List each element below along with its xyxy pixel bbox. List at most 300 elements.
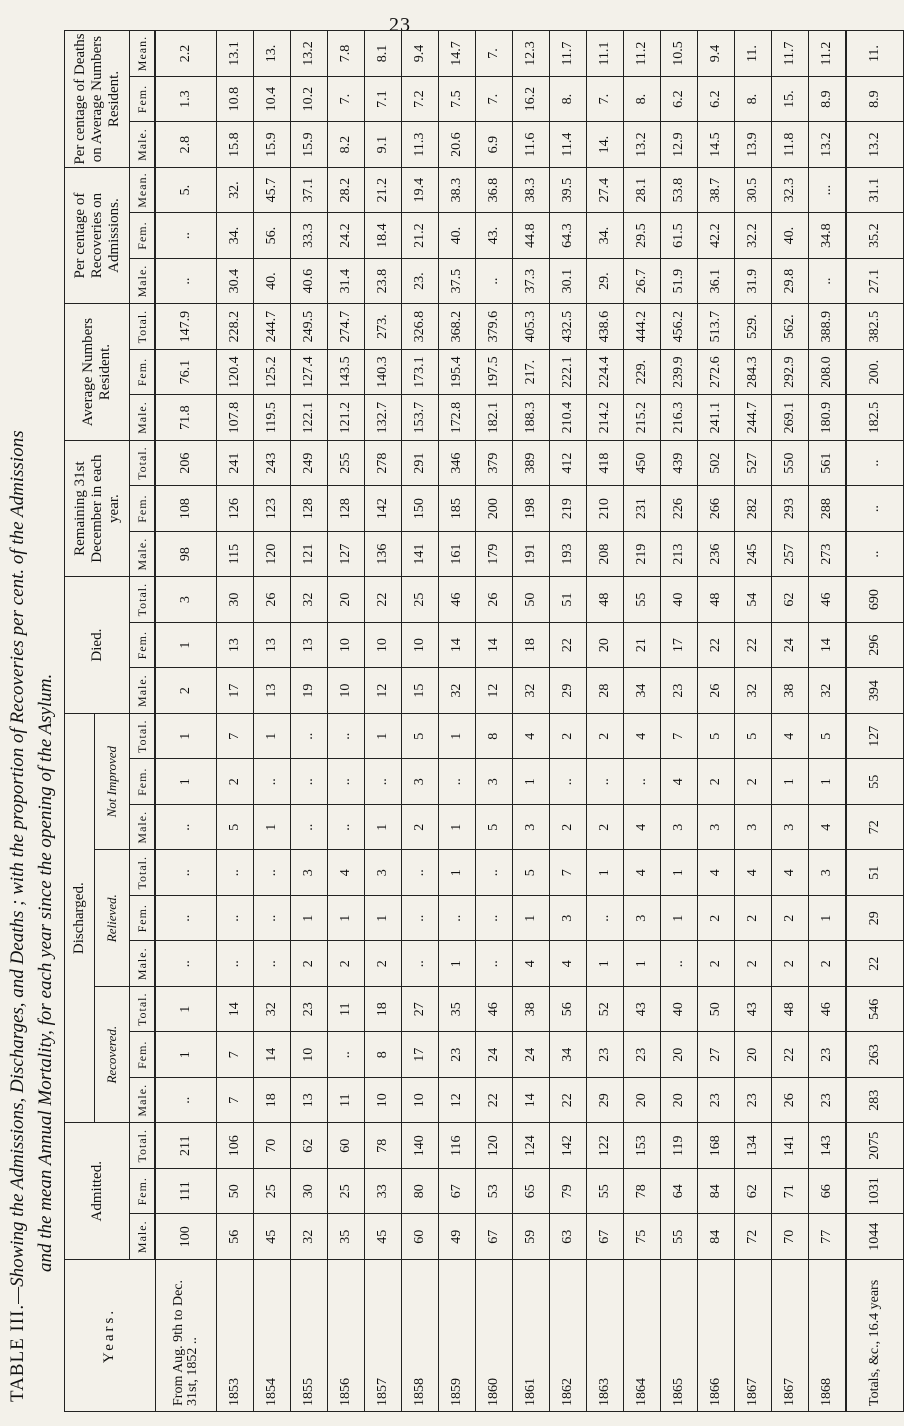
cell-rem: 389 — [513, 440, 550, 486]
cell-adm: 120 — [476, 1123, 513, 1169]
cell-pr: 61.5 — [661, 213, 698, 259]
cell-ni: .. — [550, 759, 587, 805]
cell-died: 46 — [809, 577, 847, 623]
cell-rel: 4 — [624, 850, 661, 896]
cell-adm: 2075 — [846, 1123, 904, 1169]
cell-adm: 71 — [772, 1169, 809, 1215]
cell-ni: 5 — [217, 804, 254, 850]
cell-avg: 529. — [735, 304, 772, 350]
cell-died: 32 — [809, 668, 847, 714]
cell-ni: 3 — [476, 759, 513, 805]
cell-pr: 29. — [587, 258, 624, 304]
cell-pd: 13.1 — [217, 31, 254, 77]
cell-pd: 13.9 — [735, 122, 772, 168]
cell-rec: 26 — [772, 1077, 809, 1123]
cell-pd: 16.2 — [513, 76, 550, 122]
cell-pd: 11.2 — [624, 31, 661, 77]
cell-died: 14 — [809, 622, 847, 668]
cell-rem: 206 — [155, 440, 217, 486]
cell-rem: 257 — [772, 531, 809, 577]
cell-avg: 71.8 — [155, 395, 217, 441]
year-cell: 1858 — [402, 1260, 439, 1412]
cell-pd: 12.9 — [661, 122, 698, 168]
cell-rec: 56 — [550, 986, 587, 1032]
cell-avg: 249.5 — [291, 304, 328, 350]
cell-rec: 23 — [624, 1032, 661, 1078]
cell-rem: 198 — [513, 486, 550, 532]
cell-rel: 4 — [772, 850, 809, 896]
cell-adm: 66 — [809, 1169, 847, 1215]
cell-pr: 64.3 — [550, 213, 587, 259]
cell-rem: 123 — [254, 486, 291, 532]
cell-ni: 127 — [846, 713, 904, 759]
cell-pr: 35.2 — [846, 213, 904, 259]
cell-rec: 23 — [291, 986, 328, 1032]
year-cell: 1868 — [809, 1260, 847, 1412]
cell-adm: 32 — [291, 1214, 328, 1260]
cell-avg: 379.6 — [476, 304, 513, 350]
cell-rem: 219 — [624, 531, 661, 577]
cell-pr: 29.5 — [624, 213, 661, 259]
cell-pr: 23.8 — [365, 258, 402, 304]
cell-pr: 31.4 — [328, 258, 365, 304]
cell-rem: 108 — [155, 486, 217, 532]
cell-rec: 14 — [217, 986, 254, 1032]
cell-rem: 161 — [439, 531, 476, 577]
cell-rec: 23 — [439, 1032, 476, 1078]
cell-adm: 70 — [254, 1123, 291, 1169]
cell-pd: 15. — [772, 76, 809, 122]
cell-adm: 63 — [550, 1214, 587, 1260]
cell-rem: 439 — [661, 440, 698, 486]
cell-rec: 13 — [291, 1077, 328, 1123]
cell-avg: 200. — [846, 349, 904, 395]
cell-avg: 382.5 — [846, 304, 904, 350]
cell-rem: 450 — [624, 440, 661, 486]
cell-avg: 119.5 — [254, 395, 291, 441]
cell-pr: 21.2 — [365, 167, 402, 213]
cell-adm: 67 — [587, 1214, 624, 1260]
cell-died: 10 — [328, 622, 365, 668]
cell-died: 29 — [550, 668, 587, 714]
cell-adm: 124 — [513, 1123, 550, 1169]
cell-adm: 65 — [513, 1169, 550, 1215]
cell-adm: 119 — [661, 1123, 698, 1169]
cell-avg: 197.5 — [476, 349, 513, 395]
cell-rec: 27 — [402, 986, 439, 1032]
cell-ni: 1 — [254, 713, 291, 759]
table-row — [402, 31, 439, 1412]
cell-rec: 23 — [809, 1077, 847, 1123]
cell-died: 20 — [328, 577, 365, 623]
cell-pd: 1.3 — [155, 76, 217, 122]
cell-pd: 7.8 — [328, 31, 365, 77]
cell-adm: 122 — [587, 1123, 624, 1169]
column-header-male: Male. — [130, 941, 156, 987]
cell-adm: 30 — [291, 1169, 328, 1215]
cell-died: 48 — [587, 577, 624, 623]
cell-rec: 17 — [402, 1032, 439, 1078]
cell-died: 62 — [772, 577, 809, 623]
cell-died: 12 — [476, 668, 513, 714]
cell-ni: 5 — [698, 713, 735, 759]
cell-rem: 213 — [661, 531, 698, 577]
cell-rem: 273 — [809, 531, 847, 577]
cell-adm: 67 — [439, 1169, 476, 1215]
cell-rec: 46 — [476, 986, 513, 1032]
cell-avg: 195.4 — [439, 349, 476, 395]
cell-died: 23 — [661, 668, 698, 714]
cell-rem: 128 — [291, 486, 328, 532]
cell-rel: 2 — [291, 941, 328, 987]
cell-rec: 20 — [735, 1032, 772, 1078]
cell-pd: 7. — [476, 31, 513, 77]
cell-rel: .. — [217, 895, 254, 941]
cell-died: 2 — [155, 668, 217, 714]
cell-died: 10 — [365, 622, 402, 668]
table-row — [291, 31, 328, 1412]
cell-rem: 179 — [476, 531, 513, 577]
cell-rel: 1 — [661, 850, 698, 896]
cell-rec: 32 — [254, 986, 291, 1032]
cell-adm: 142 — [550, 1123, 587, 1169]
cell-rem: 243 — [254, 440, 291, 486]
cell-rec: 20 — [661, 1077, 698, 1123]
cell-adm: 141 — [772, 1123, 809, 1169]
column-header-male: Male. — [130, 531, 156, 577]
cell-ni: 3 — [661, 804, 698, 850]
cell-died: 17 — [217, 668, 254, 714]
cell-adm: 49 — [439, 1214, 476, 1260]
cell-avg: 120.4 — [217, 349, 254, 395]
cell-died: 54 — [735, 577, 772, 623]
column-header-total: Total. — [130, 986, 156, 1032]
cell-adm: 55 — [587, 1169, 624, 1215]
cell-pr: 37.1 — [291, 167, 328, 213]
cell-rel: 22 — [846, 941, 904, 987]
cell-rel: .. — [217, 850, 254, 896]
table-row — [217, 31, 254, 1412]
cell-rem: 412 — [550, 440, 587, 486]
cell-adm: 64 — [661, 1169, 698, 1215]
cell-ni: 1 — [439, 713, 476, 759]
cell-avg: 182.5 — [846, 395, 904, 441]
cell-pr: 26.7 — [624, 258, 661, 304]
cell-rem: 346 — [439, 440, 476, 486]
cell-rec: 46 — [809, 986, 847, 1032]
cell-pr: 42.2 — [698, 213, 735, 259]
column-header-fem: Fem. — [130, 76, 156, 122]
cell-ni: 1 — [254, 804, 291, 850]
year-cell: 1867 — [735, 1260, 772, 1412]
cell-died: 14 — [476, 622, 513, 668]
cell-adm: 59 — [513, 1214, 550, 1260]
cell-rel: 4 — [513, 941, 550, 987]
cell-avg: 180.9 — [809, 395, 847, 441]
table-head — [65, 31, 156, 1412]
cell-avg: 208.0 — [809, 349, 847, 395]
cell-ni: 5 — [735, 713, 772, 759]
cell-pr: 31.1 — [846, 167, 904, 213]
cell-died: 10 — [328, 668, 365, 714]
column-subheaders — [130, 31, 156, 1412]
cell-died: 12 — [365, 668, 402, 714]
cell-ni: .. — [291, 759, 328, 805]
cell-avg: 173.1 — [402, 349, 439, 395]
cell-rem: 291 — [402, 440, 439, 486]
pct-deaths-header: Per centage of Deaths on Average Numbers Resident. — [65, 31, 130, 168]
cell-ni: .. — [155, 804, 217, 850]
cell-adm: 168 — [698, 1123, 735, 1169]
cell-avg: 210.4 — [550, 395, 587, 441]
cell-pr: 28.2 — [328, 167, 365, 213]
cell-rec: 7 — [217, 1077, 254, 1123]
totals-row — [846, 31, 904, 1412]
cell-pd: 11.2 — [809, 31, 847, 77]
cell-rel: 2 — [809, 941, 847, 987]
cell-adm: 211 — [155, 1123, 217, 1169]
cell-pr: 33.3 — [291, 213, 328, 259]
cell-rel: 4 — [328, 850, 365, 896]
cell-rel: 2 — [735, 941, 772, 987]
cell-ni: 5 — [402, 713, 439, 759]
cell-rec: 24 — [513, 1032, 550, 1078]
cell-rel: .. — [254, 895, 291, 941]
cell-ni: .. — [439, 759, 476, 805]
cell-pr: 34.8 — [809, 213, 847, 259]
table-row — [587, 31, 624, 1412]
cell-avg: 513.7 — [698, 304, 735, 350]
column-header-total: Total. — [130, 713, 156, 759]
cell-rel: 1 — [439, 941, 476, 987]
cell-rel: 2 — [328, 941, 365, 987]
cell-pd: 11.4 — [550, 122, 587, 168]
cell-pr: 43. — [476, 213, 513, 259]
cell-rec: 11 — [328, 986, 365, 1032]
cell-pr: 37.5 — [439, 258, 476, 304]
cell-pr: 45.7 — [254, 167, 291, 213]
cell-rem: 121 — [291, 531, 328, 577]
cell-ni: 4 — [772, 713, 809, 759]
year-cell: Totals, &c., 16.4 years — [846, 1260, 904, 1412]
cell-rem: 527 — [735, 440, 772, 486]
column-header-fem: Fem. — [130, 622, 156, 668]
cell-avg: 143.5 — [328, 349, 365, 395]
cell-adm: 140 — [402, 1123, 439, 1169]
year-cell: 1860 — [476, 1260, 513, 1412]
cell-rel: 29 — [846, 895, 904, 941]
cell-pd: 8.9 — [846, 76, 904, 122]
cell-avg: 456.2 — [661, 304, 698, 350]
column-header-fem: Fem. — [130, 486, 156, 532]
cell-ni: 1 — [809, 759, 847, 805]
column-header-male: Male. — [130, 668, 156, 714]
cell-ni: .. — [365, 759, 402, 805]
cell-ni: 2 — [735, 759, 772, 805]
column-header-male: Male. — [130, 804, 156, 850]
pct-recoveries-header: Per centage of Recoveries on Admissions. — [65, 167, 130, 304]
cell-pr: .. — [155, 258, 217, 304]
column-header-male: Male. — [130, 122, 156, 168]
cell-adm: 1031 — [846, 1169, 904, 1215]
cell-avg: 132.7 — [365, 395, 402, 441]
year-cell: 1855 — [291, 1260, 328, 1412]
cell-pr: 21.2 — [402, 213, 439, 259]
cell-pd: 8.9 — [809, 76, 847, 122]
cell-rel: .. — [254, 941, 291, 987]
cell-pr: .. — [809, 258, 847, 304]
cell-rem: .. — [846, 486, 904, 532]
cell-rec: 7 — [217, 1032, 254, 1078]
cell-pr: 24.2 — [328, 213, 365, 259]
cell-pd: 8.1 — [365, 31, 402, 77]
column-header-total: Total. — [130, 850, 156, 896]
year-cell: 1853 — [217, 1260, 254, 1412]
cell-adm: 78 — [365, 1123, 402, 1169]
cell-avg: 217. — [513, 349, 550, 395]
cell-rem: 219 — [550, 486, 587, 532]
cell-adm: 143 — [809, 1123, 847, 1169]
cell-avg: 284.3 — [735, 349, 772, 395]
cell-died: 296 — [846, 622, 904, 668]
cell-rel: 5 — [513, 850, 550, 896]
cell-avg: 140.3 — [365, 349, 402, 395]
cell-avg: 562. — [772, 304, 809, 350]
cell-adm: 25 — [254, 1169, 291, 1215]
cell-adm: 75 — [624, 1214, 661, 1260]
cell-pr: 44.8 — [513, 213, 550, 259]
cell-pd: 13.2 — [624, 122, 661, 168]
table-row — [155, 31, 217, 1412]
cell-pr: 40.6 — [291, 258, 328, 304]
cell-died: 46 — [439, 577, 476, 623]
cell-pd: 8. — [550, 76, 587, 122]
cell-rel: 1 — [587, 941, 624, 987]
cell-rel: 1 — [809, 895, 847, 941]
cell-rec: 23 — [698, 1077, 735, 1123]
cell-adm: 56 — [217, 1214, 254, 1260]
cell-died: 14 — [439, 622, 476, 668]
cell-rel: .. — [439, 895, 476, 941]
cell-died: 13 — [254, 668, 291, 714]
cell-adm: 106 — [217, 1123, 254, 1169]
cell-rel: 7 — [550, 850, 587, 896]
cell-died: 20 — [587, 622, 624, 668]
cell-pd: 15.8 — [217, 122, 254, 168]
cell-rec: 11 — [328, 1077, 365, 1123]
cell-rel: .. — [155, 941, 217, 987]
year-cell: 1865 — [661, 1260, 698, 1412]
column-header-male: Male. — [130, 395, 156, 441]
cell-rec: .. — [328, 1032, 365, 1078]
cell-rem: 245 — [735, 531, 772, 577]
cell-pd: 6.2 — [698, 76, 735, 122]
cell-avg: 292.9 — [772, 349, 809, 395]
relieved-header: Relieved. — [95, 850, 130, 987]
cell-rel: 1 — [365, 895, 402, 941]
cell-rem: 241 — [217, 440, 254, 486]
cell-rem: 278 — [365, 440, 402, 486]
cell-rec: 10 — [365, 1077, 402, 1123]
cell-died: 55 — [624, 577, 661, 623]
cell-pd: 13.2 — [846, 122, 904, 168]
cell-rem: 282 — [735, 486, 772, 532]
cell-died: 690 — [846, 577, 904, 623]
cell-died: 34 — [624, 668, 661, 714]
cell-rem: 141 — [402, 531, 439, 577]
cell-rel: .. — [476, 850, 513, 896]
table-row — [328, 31, 365, 1412]
cell-ni: 1 — [439, 804, 476, 850]
cell-avg: 269.1 — [772, 395, 809, 441]
cell-pd: 8. — [624, 76, 661, 122]
page-number: 23 — [389, 14, 411, 36]
cell-ni: 2 — [402, 804, 439, 850]
rotated-table-block — [4, 32, 882, 1412]
cell-adm: 84 — [698, 1169, 735, 1215]
cell-avg: 274.7 — [328, 304, 365, 350]
cell-adm: 70 — [772, 1214, 809, 1260]
cell-ni: .. — [291, 713, 328, 759]
cell-avg: 432.5 — [550, 304, 587, 350]
cell-ni: .. — [254, 759, 291, 805]
cell-avg: 107.8 — [217, 395, 254, 441]
cell-died: 13 — [291, 622, 328, 668]
table-row — [735, 31, 772, 1412]
cell-ni: 1 — [365, 804, 402, 850]
cell-rec: 18 — [365, 986, 402, 1032]
cell-pr: 40. — [772, 213, 809, 259]
cell-pd: 14.7 — [439, 31, 476, 77]
cell-ni: 3 — [698, 804, 735, 850]
cell-avg: 405.3 — [513, 304, 550, 350]
cell-pd: 11. — [735, 31, 772, 77]
cell-avg: 122.1 — [291, 395, 328, 441]
admitted-header: Admitted. — [65, 1123, 130, 1260]
column-header-male: Male. — [130, 1077, 156, 1123]
cell-ni: 2 — [587, 804, 624, 850]
cell-pr: 38.7 — [698, 167, 735, 213]
cell-rem: .. — [846, 531, 904, 577]
cell-ni: 4 — [624, 804, 661, 850]
cell-rel: .. — [661, 941, 698, 987]
cell-rel: .. — [254, 850, 291, 896]
cell-ni: 7 — [661, 713, 698, 759]
cell-died: 21 — [624, 622, 661, 668]
year-cell: 1862 — [550, 1260, 587, 1412]
cell-rel: 4 — [550, 941, 587, 987]
cell-rel: .. — [476, 895, 513, 941]
cell-died: 32 — [513, 668, 550, 714]
cell-ni: 5 — [809, 713, 847, 759]
cell-pr: 34. — [587, 213, 624, 259]
cell-pr: 40. — [439, 213, 476, 259]
cell-died: 13 — [217, 622, 254, 668]
cell-avg: 76.1 — [155, 349, 217, 395]
cell-pd: 7. — [587, 76, 624, 122]
cell-avg: 241.1 — [698, 395, 735, 441]
cell-rec: 23 — [735, 1077, 772, 1123]
year-cell: 1859 — [439, 1260, 476, 1412]
table-row — [661, 31, 698, 1412]
cell-adm: 55 — [661, 1214, 698, 1260]
cell-rec: 34 — [550, 1032, 587, 1078]
cell-avg: 228.2 — [217, 304, 254, 350]
cell-rem: 293 — [772, 486, 809, 532]
cell-adm: 45 — [365, 1214, 402, 1260]
died-header: Died. — [65, 577, 130, 714]
cell-pd: 11.8 — [772, 122, 809, 168]
